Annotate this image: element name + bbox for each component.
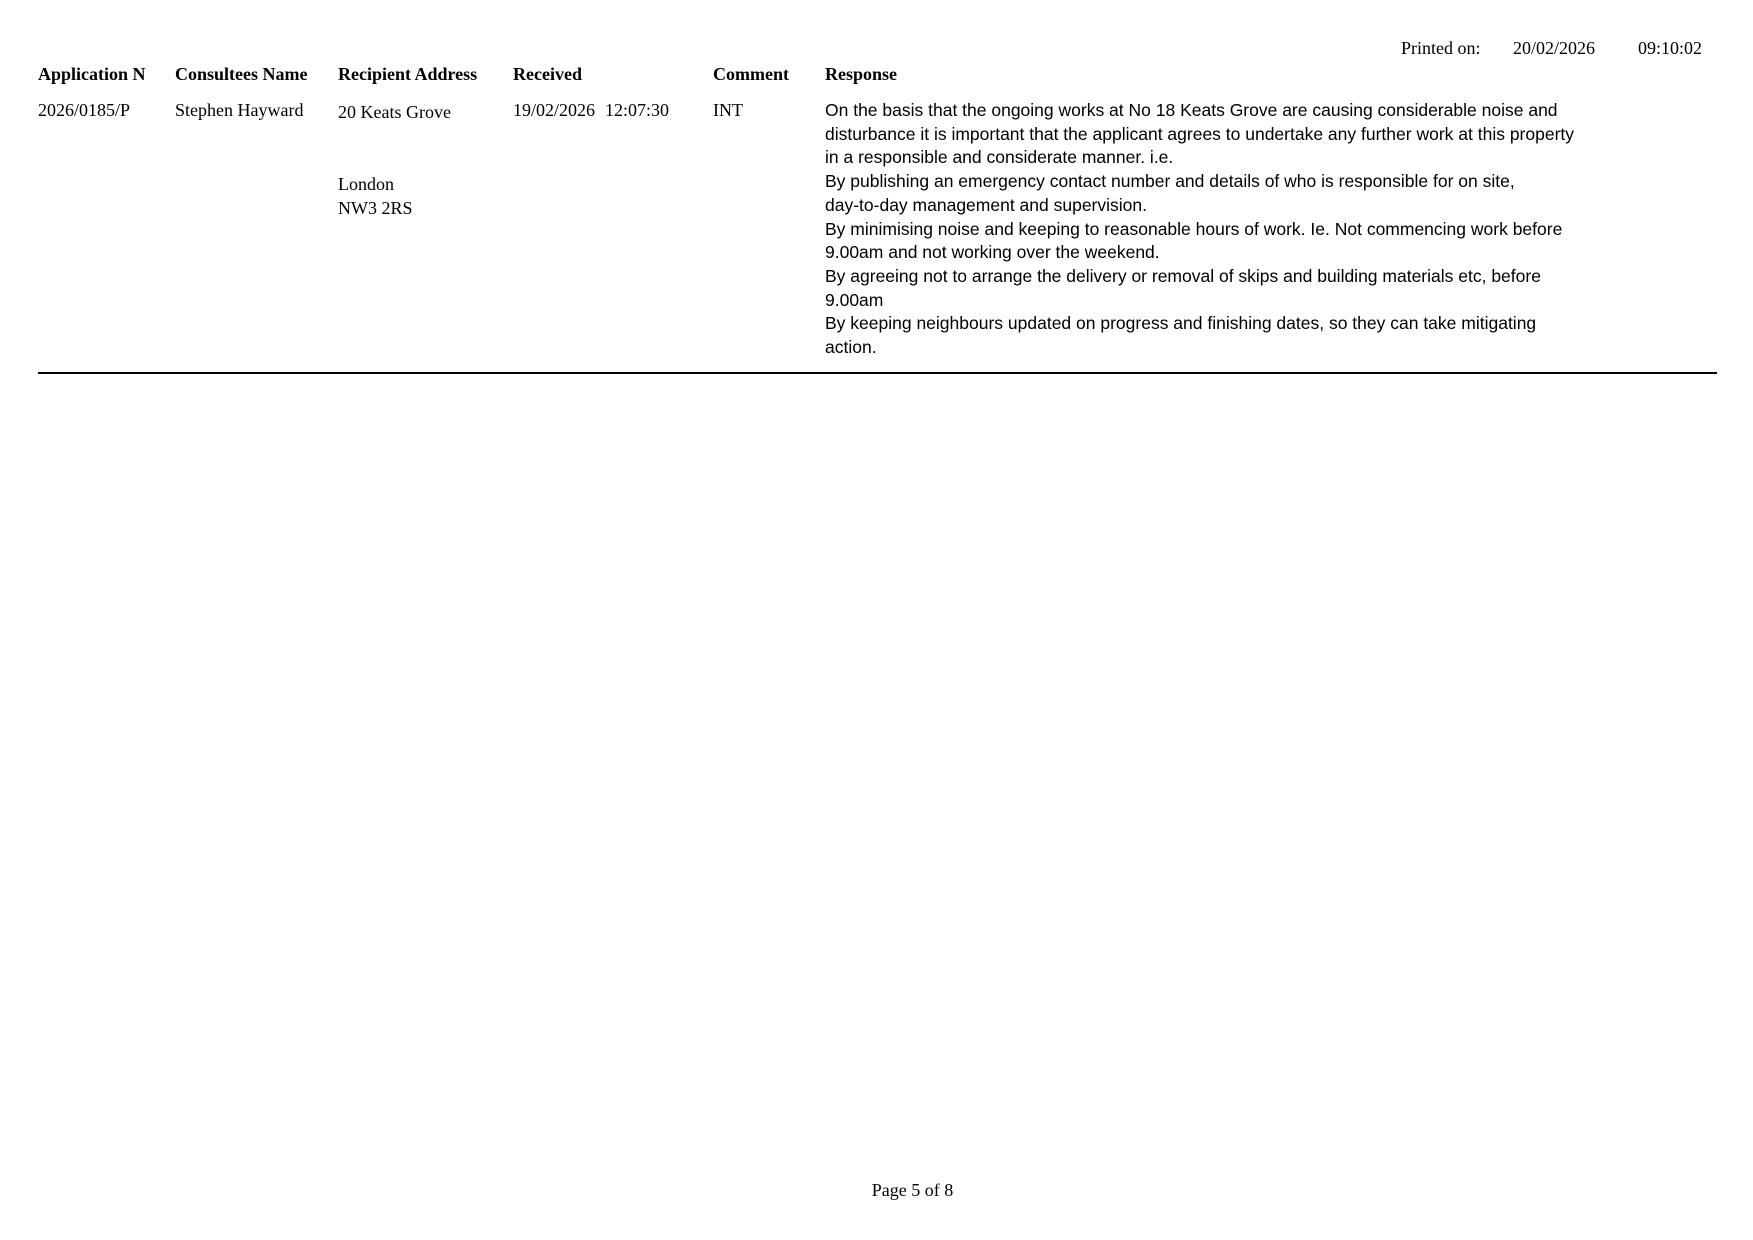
address-line: NW3 2RS xyxy=(338,198,413,218)
printed-on-time: 09:10:02 xyxy=(1638,38,1703,58)
response-line: On the basis that the ongoing works at No 18 Keats Grove are causing considerable noise and xyxy=(825,100,1558,120)
header-response: Response xyxy=(825,64,898,84)
row-divider xyxy=(38,372,1717,374)
response-line: in a responsible and considerate manner. i.e. xyxy=(825,147,1174,168)
response-line: By agreeing not to arrange the delivery or removal of skips and building materials etc, before xyxy=(825,265,1541,286)
consultee-name: Stephen Hayward xyxy=(175,100,304,120)
address-line xyxy=(338,124,451,148)
address-line xyxy=(338,148,451,172)
response-line: day-to-day management and supervision. xyxy=(825,194,1147,215)
page-number: Page 5 of 8 xyxy=(871,1180,954,1200)
header-recipient-address: Recipient Address xyxy=(338,64,478,84)
printed-on-label: Printed on: xyxy=(1401,38,1481,58)
received-time: 12:07:30 xyxy=(605,100,670,120)
header-comment: Comment xyxy=(713,64,789,84)
response-line: disturbance it is important that the applicant agrees to undertake any further work at this property xyxy=(825,123,1575,144)
application-number: 2026/0185/P xyxy=(38,100,131,120)
response-line: By minimising noise and keeping to reasonable hours of work. Ie. Not commencing work before xyxy=(825,218,1563,239)
address-line: London xyxy=(338,174,394,194)
recipient-address xyxy=(338,100,451,220)
response-line: 9.00am and not working over the weekend. xyxy=(825,242,1160,263)
header-consultees-name: Consultees Name xyxy=(175,64,308,84)
response-text xyxy=(825,99,1645,360)
response-line: By publishing an emergency contact number and details of who is responsible for on site, xyxy=(825,171,1515,192)
received-date: 19/02/2026 xyxy=(513,100,596,120)
comment-code: INT xyxy=(713,100,743,120)
response-line: action. xyxy=(825,337,877,358)
address-line: 20 Keats Grove xyxy=(338,102,451,122)
received-timestamp xyxy=(513,100,669,121)
response-line: 9.00am xyxy=(825,289,884,310)
response-line: By keeping neighbours updated on progress and finishing dates, so they can take mitigating xyxy=(825,313,1537,334)
printed-on-date: 20/02/2026 xyxy=(1513,38,1596,58)
header-application-number: Application N xyxy=(38,64,146,84)
header-received: Received xyxy=(513,64,582,84)
